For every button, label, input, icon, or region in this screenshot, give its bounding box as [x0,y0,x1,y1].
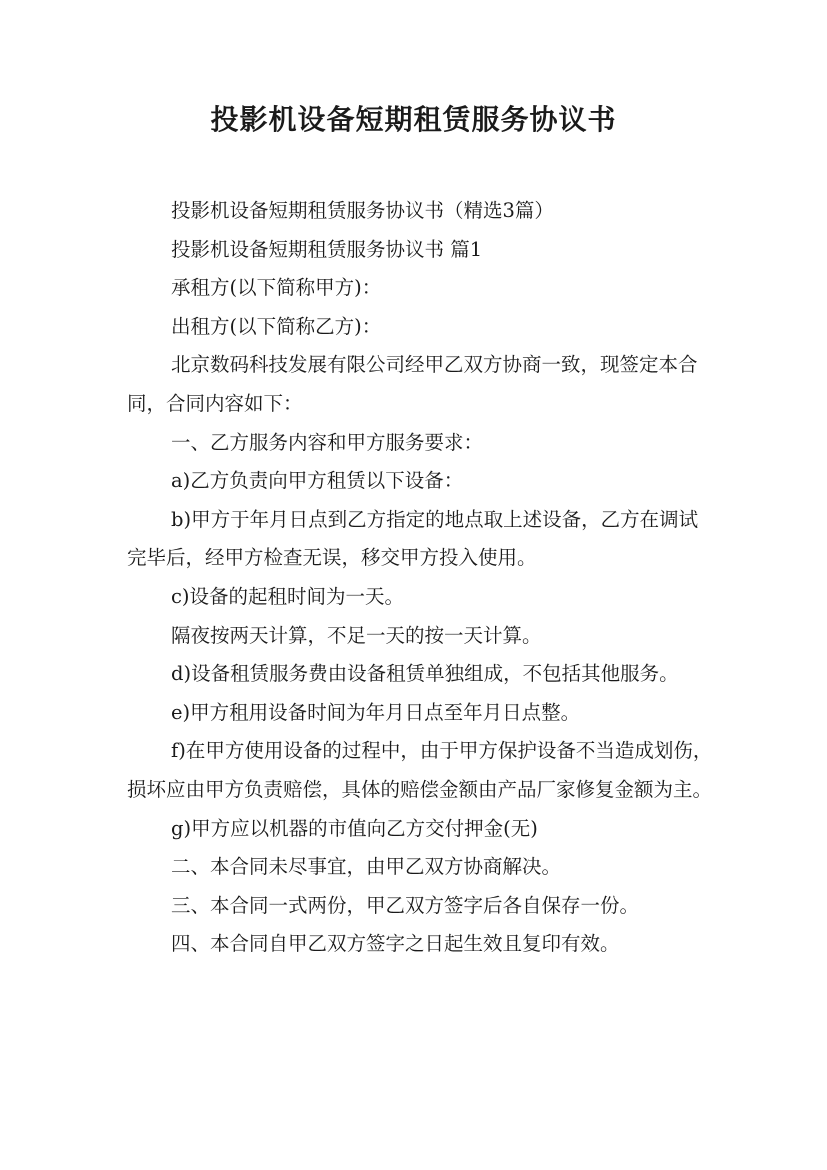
paragraph-lessor: 出租方(以下简称乙方)： [171,314,382,338]
paragraph-section-one: 一、乙方服务内容和甲方服务要求： [171,430,484,454]
paragraph-section-two: 二、本合同未尽事宜，由甲乙双方协商解决。 [171,855,562,879]
paragraph-item-d: d)设备租赁服务费由设备租赁单独组成，不包括其他服务。 [171,662,679,686]
paragraph-item-c: c)设备的起租时间为一天。 [171,584,405,608]
paragraph-item-f: f)在甲方使用设备的过程中，由于甲方保护设备不当造成划伤，损坏应由甲方负责赔偿，具体的赔偿金额由产品厂家修复金额为主。 [127,739,713,801]
paragraph-item-e: e)甲方租用设备时间为年月日点至年月日点整。 [171,700,581,724]
paragraph-lessee: 承租方(以下简称甲方)： [171,276,382,300]
paragraph-section-four: 四、本合同自甲乙双方签字之日起生效且复印有效。 [171,932,620,956]
document-body [127,192,717,964]
document-title: 投影机设备短期租赁服务协议书 [210,103,617,136]
paragraph-selection-heading: 投影机设备短期租赁服务协议书（精选3篇） [171,199,554,222]
paragraph-item-b: b)甲方于年月日点到乙方指定的地点取上述设备，乙方在调试完毕后，经甲方检查无误，移交甲方投入使用。 [127,507,699,570]
paragraph-item-a: a)乙方负责向甲方租赁以下设备： [171,469,464,493]
paragraph-item-g: g)甲方应以机器的市值向乙方交付押金(无) [171,816,538,840]
paragraph-section-three: 三、本合同一式两份，甲乙双方签字后各自保存一份。 [171,893,640,917]
paragraph-overnight-rule: 隔夜按两天计算，不足一天的按一天计算。 [171,623,542,647]
paragraph-intro: 北京数码科技发展有限公司经甲乙双方协商一致，现签定本合同，合同内容如下： [127,353,698,415]
paragraph-part-heading: 投影机设备短期租赁服务协议书 篇1 [171,237,483,261]
